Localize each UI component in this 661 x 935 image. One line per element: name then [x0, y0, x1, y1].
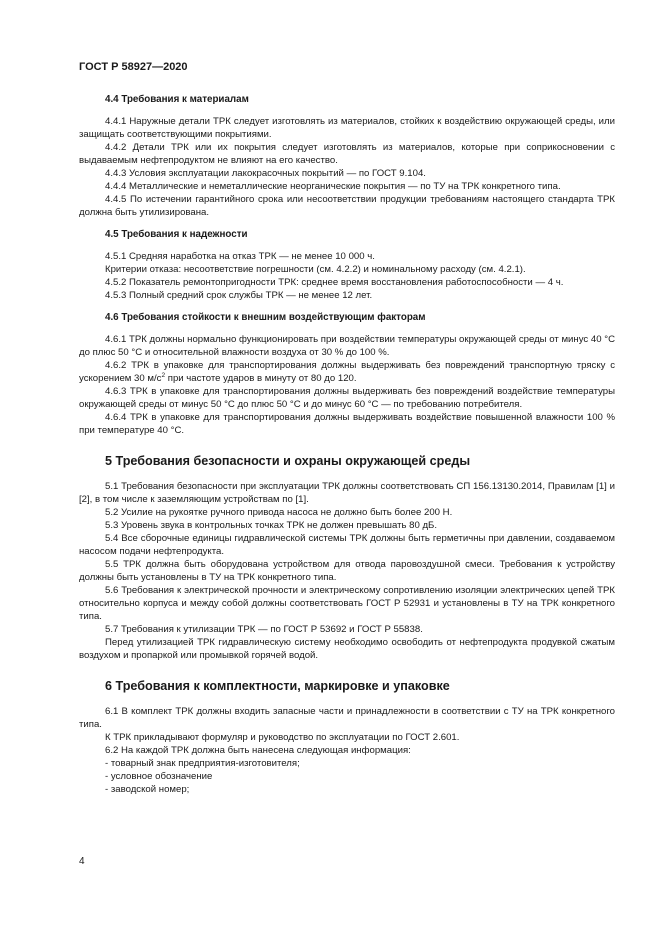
paragraph-4-6-2-text-b: при частоте ударов в минуту от 80 до 120. — [165, 373, 357, 384]
paragraph-5-7: 5.7 Требования к утилизации ТРК — по ГОСТ Р 53692 и ГОСТ Р 55838. — [105, 624, 423, 635]
paragraph-4-5-1: 4.5.1 Средняя наработка на отказ ТРК — не менее 10 000 ч. — [105, 251, 375, 262]
list-item: - условное обозначение — [105, 771, 213, 782]
paragraph-4-4-5: 4.4.5 По истечении гарантийного срока или несоответствии продукции требованиям настоящего стандарта ТРК должна быть утилизирована. — [79, 194, 615, 218]
paragraph-5-5: 5.5 ТРК должна быть оборудована устройством для отвода паровоздушной смеси. Требования к устройству должны быть установлены в ТУ на ТРК конкретного типа. — [79, 559, 615, 583]
document-body — [79, 93, 615, 796]
paragraph-5-3: 5.3 Уровень звука в контрольных точках ТРК не должен превышать 80 дБ. — [105, 520, 438, 531]
subsection-title-4-6: 4.6 Требования стойкости к внешним воздействующим факторам — [105, 312, 426, 323]
paragraph-4-6-2-text-a: 4.6.2 ТРК в упаковке для транспортирования должны выдерживать без повреждений транспортную тряску с ускорением 30 м/с — [79, 360, 615, 384]
paragraph-4-6-1: 4.6.1 ТРК должны нормально функционировать при воздействии температуры окружающей среды от минус 40 °С до плюс 50 °С и относительной влажности воздуха от 30 % до 100 %. — [79, 334, 615, 358]
subsection-title-4-4: 4.4 Требования к материалам — [105, 94, 249, 105]
section-title-6: 6 Требования к комплектности, маркировке и упаковке — [105, 679, 450, 693]
paragraph-4-6-3: 4.6.3 ТРК в упаковке для транспортирования должны выдерживать без повреждений воздействие температуры окружающей среды от минус 50 °С до плюс 50 °С и до минус 60 °С — по требованию потребителя. — [79, 386, 615, 410]
paragraph-4-6-2 — [79, 359, 615, 385]
paragraph-6-2: 6.2 На каждой ТРК должна быть нанесена следующая информация: — [105, 745, 411, 756]
paragraph-6-1-note: К ТРК прикладывают формуляр и руководство по эксплуатации по ГОСТ 2.601. — [105, 732, 460, 743]
paragraph-5-6: 5.6 Требования к электрической прочности и электрическому сопротивлению изоляции электрических цепей ТРК относительно корпуса и между собой должны соответствовать ГОСТ Р 52931 и установлены в ТУ на ТРК конкретного типа. — [79, 585, 615, 622]
paragraph-4-6-4: 4.6.4 ТРК в упаковке для транспортирования должны выдерживать воздействие повышенной влажности 100 % при температуре 40 °С. — [79, 412, 615, 436]
list-item: - товарный знак предприятия-изготовителя; — [105, 758, 300, 769]
standard-code-header: ГОСТ Р 58927—2020 — [79, 61, 188, 73]
paragraph-4-5-2: 4.5.2 Показатель ремонтопригодности ТРК: среднее время восстановления работоспособности — 4 ч. — [105, 277, 564, 288]
paragraph-4-4-1: 4.4.1 Наружные детали ТРК следует изготовлять из материалов, стойких к воздействию окружающей среды, или защищать соответствующими покрытиями. — [79, 116, 615, 140]
subsection-title-4-5: 4.5 Требования к надежности — [105, 229, 248, 240]
paragraph-6-1: 6.1 В комплект ТРК должны входить запасные части и принадлежности в соответствии с ТУ на ТРК конкретного типа. — [79, 706, 615, 730]
superscript-2: 2 — [161, 372, 166, 379]
list-item: - заводской номер; — [105, 784, 190, 795]
paragraph-4-4-4: 4.4.4 Металлические и неметаллические неорганические покрытия — по ТУ на ТРК конкретного типа. — [105, 181, 561, 192]
paragraph-5-7-note: Перед утилизацией ТРК гидравлическую систему необходимо освободить от нефтепродукта продувкой сжатым воздухом и пропаркой или промывкой горячей водой. — [79, 637, 615, 661]
paragraph-4-4-2: 4.4.2 Детали ТРК или их покрытия следует изготовлять из материалов, которые при соприкосновении с выдаваемым нефтепродуктом не влияют на его качество. — [79, 142, 615, 166]
page-number: 4 — [79, 856, 85, 867]
paragraph-4-4-3: 4.4.3 Условия эксплуатации лакокрасочных покрытий — по ГОСТ 9.104. — [105, 168, 426, 179]
paragraph-5-4: 5.4 Все сборочные единицы гидравлической системы ТРК должны быть герметичны при давлении, создаваемом насосом подачи нефтепродукта. — [79, 533, 615, 557]
paragraph-4-5-3: 4.5.3 Полный средний срок службы ТРК — не менее 12 лет. — [105, 290, 373, 301]
section-title-5: 5 Требования безопасности и охраны окружающей среды — [105, 454, 471, 468]
paragraph-4-5-criteria: Критерии отказа: несоответствие погрешности (см. 4.2.2) и номинальному расходу (см. 4.2.1). — [105, 264, 526, 275]
paragraph-5-2: 5.2 Усилие на рукоятке ручного привода насоса не должно быть более 200 Н. — [105, 507, 453, 518]
paragraph-5-1: 5.1 Требования безопасности при эксплуатации ТРК должны соответствовать СП 156.13130.2014, Правилам [1] и [2], в том числе к заземляющим устройствам по [1]. — [79, 481, 615, 505]
